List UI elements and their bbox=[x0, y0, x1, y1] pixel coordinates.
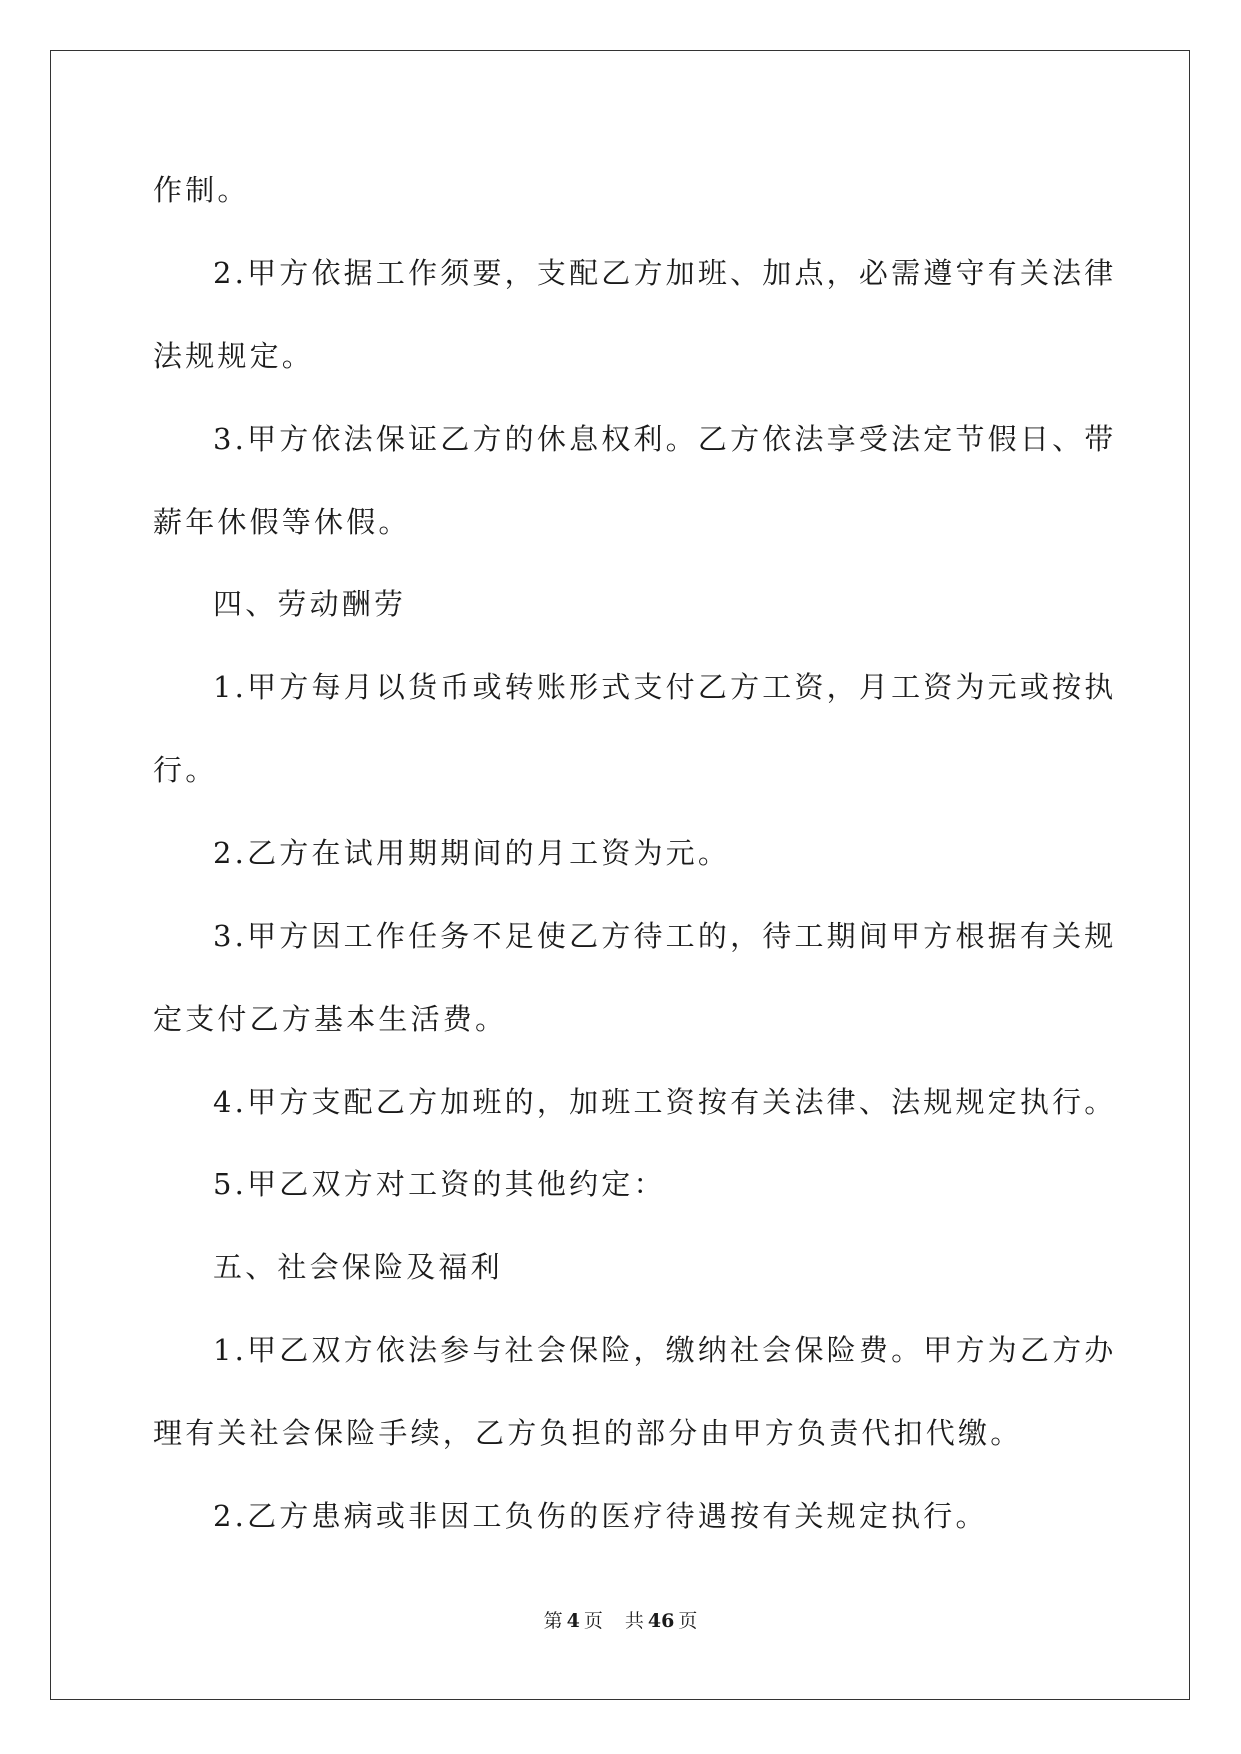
text-line: 1.甲乙双方依法参与社会保险，缴纳社会保险费。甲方为乙方办 bbox=[213, 1333, 1117, 1367]
text-line: 3.甲方依法保证乙方的休息权利。乙方依法享受法定节假日、带 bbox=[213, 422, 1117, 456]
page-suffix: 页 bbox=[583, 1610, 603, 1632]
text-line: 5.甲乙双方对工资的其他约定： bbox=[213, 1167, 666, 1201]
page-number: 4 bbox=[566, 1610, 580, 1632]
text-line: 2.甲方依据工作须要，支配乙方加班、加点，必需遵守有关法律 bbox=[213, 256, 1117, 290]
text-line: 4.甲方支配乙方加班的，加班工资按有关法律、法规规定执行。 bbox=[213, 1085, 1117, 1119]
text-line: 2.乙方患病或非因工负伤的医疗待遇按有关规定执行。 bbox=[213, 1499, 988, 1533]
text-line: 2.乙方在试用期期间的月工资为元。 bbox=[213, 836, 731, 870]
text-line: 法规规定。 bbox=[153, 339, 315, 373]
text-line: 定支付乙方基本生活费。 bbox=[153, 1002, 508, 1036]
text-line: 理有关社会保险手续，乙方负担的部分由甲方负责代扣代缴。 bbox=[153, 1416, 1023, 1450]
section-heading: 四、劳动酬劳 bbox=[213, 587, 407, 621]
section-heading: 五、社会保险及福利 bbox=[213, 1250, 503, 1284]
total-prefix: 共 bbox=[624, 1610, 644, 1632]
text-line: 3.甲方因工作任务不足使乙方待工的，待工期间甲方根据有关规 bbox=[213, 919, 1117, 953]
text-line: 行。 bbox=[153, 753, 218, 787]
total-pages: 46 bbox=[647, 1610, 675, 1632]
total-suffix: 页 bbox=[678, 1610, 698, 1632]
text-line: 作制。 bbox=[153, 173, 250, 207]
text-line: 1.甲方每月以货币或转账形式支付乙方工资，月工资为元或按执 bbox=[213, 670, 1117, 704]
page-prefix: 第 bbox=[543, 1610, 563, 1632]
text-line: 薪年休假等休假。 bbox=[153, 505, 411, 539]
page-footer bbox=[0, 1608, 1241, 1634]
